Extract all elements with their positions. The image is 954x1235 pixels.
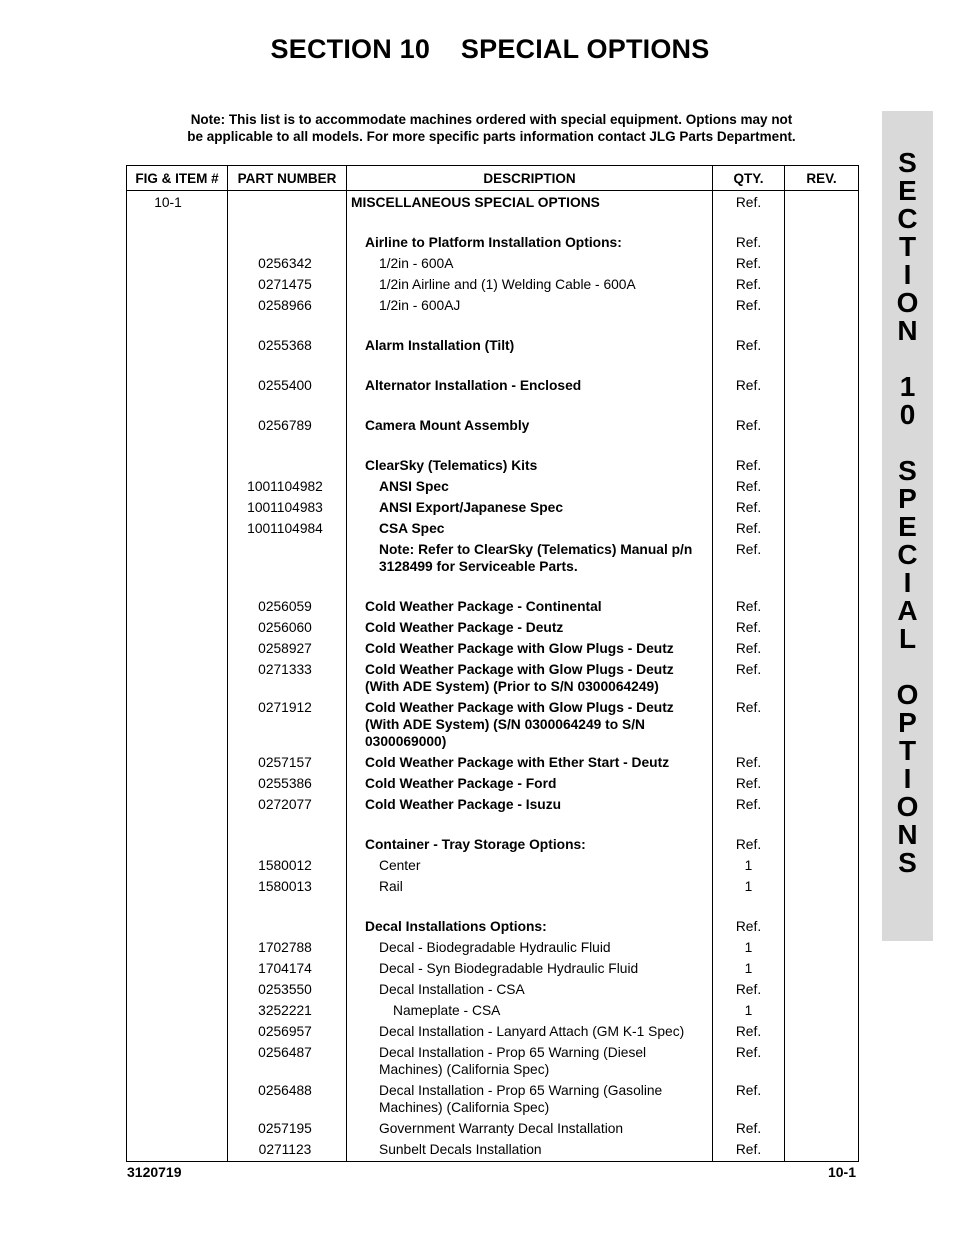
spacer-cell: [228, 815, 347, 834]
spacer-cell: [127, 815, 228, 834]
side-tab-letter: S: [898, 847, 917, 878]
fig-cell: [127, 937, 228, 958]
spacer-cell: [785, 897, 859, 916]
description-cell: Camera Mount Assembly: [347, 415, 713, 436]
part-number-cell: 0258927: [228, 638, 347, 659]
fig-cell: [127, 697, 228, 752]
side-tab-letter: S: [898, 147, 917, 178]
part-number-cell: [228, 232, 347, 253]
part-number-cell: 0255386: [228, 773, 347, 794]
spacer-cell: [127, 316, 228, 335]
page-title: SECTION 10 SPECIAL OPTIONS: [270, 34, 710, 64]
part-number-cell: 1702788: [228, 937, 347, 958]
side-tab-letter: I: [903, 763, 912, 794]
description-cell: 1/2in - 600AJ: [347, 295, 713, 316]
fig-cell: [127, 1118, 228, 1139]
spacer-cell: [127, 436, 228, 455]
rev-cell: [785, 596, 859, 617]
table-row: [127, 596, 859, 617]
spacer-cell: [347, 577, 713, 596]
description-cell: Cold Weather Package with Ether Start - Deutz: [347, 752, 713, 773]
table-row: [127, 855, 859, 876]
description-cell: ANSI Export/Japanese Spec: [347, 497, 713, 518]
table-row: [127, 539, 859, 577]
part-number-cell: 0256060: [228, 617, 347, 638]
description-cell: Decal Installation - Prop 65 Warning (Diesel Machines) (California Spec): [347, 1042, 713, 1080]
spacer-cell: [713, 436, 785, 455]
table-header-row: [127, 166, 859, 191]
table-spacer-row: [127, 436, 859, 455]
rev-cell: [785, 295, 859, 316]
fig-cell: [127, 638, 228, 659]
description-cell: Rail: [347, 876, 713, 897]
rev-cell: [785, 518, 859, 539]
side-tab-letter: T: [898, 735, 917, 766]
rev-cell: [785, 1080, 859, 1118]
part-number-cell: 0256957: [228, 1021, 347, 1042]
rev-cell: [785, 497, 859, 518]
table-row: [127, 979, 859, 1000]
qty-cell: Ref.: [713, 455, 785, 476]
table-row: [127, 876, 859, 897]
qty-cell: Ref.: [713, 191, 785, 214]
table-row: [127, 274, 859, 295]
description-cell: Decal Installation - Lanyard Attach (GM K-1 Spec): [347, 1021, 713, 1042]
part-number-cell: 0256059: [228, 596, 347, 617]
description-cell: Alarm Installation (Tilt): [347, 335, 713, 356]
header-description: DESCRIPTION: [347, 166, 713, 191]
qty-cell: Ref.: [713, 232, 785, 253]
rev-cell: [785, 1118, 859, 1139]
fig-cell: [127, 253, 228, 274]
fig-cell: [127, 958, 228, 979]
rev-cell: [785, 937, 859, 958]
table-row: [127, 1021, 859, 1042]
rev-cell: [785, 916, 859, 937]
description-cell: Decal - Syn Biodegradable Hydraulic Fluid: [347, 958, 713, 979]
description-cell: Decal Installation - Prop 65 Warning (Gasoline Machines) (California Spec): [347, 1080, 713, 1118]
fig-cell: [127, 518, 228, 539]
rev-cell: [785, 1000, 859, 1021]
table-row: [127, 659, 859, 697]
rev-cell: [785, 794, 859, 815]
side-tab-letter: 0: [899, 399, 916, 430]
fig-cell: [127, 659, 228, 697]
part-number-cell: 0255368: [228, 335, 347, 356]
fig-cell: [127, 476, 228, 497]
table-row: [127, 697, 859, 752]
table-row: [127, 415, 859, 436]
fig-cell: 10-1: [127, 191, 228, 214]
spacer-cell: [228, 316, 347, 335]
part-number-cell: [228, 916, 347, 937]
fig-cell: [127, 455, 228, 476]
description-cell: Alternator Installation - Enclosed: [347, 375, 713, 396]
qty-cell: Ref.: [713, 1080, 785, 1118]
qty-cell: Ref.: [713, 295, 785, 316]
spacer-cell: [713, 316, 785, 335]
header-rev: REV.: [785, 166, 859, 191]
fig-cell: [127, 1042, 228, 1080]
note-line-1: Note: This list is to accommodate machines ordered with special equipment. Options may not: [190, 112, 793, 127]
rev-cell: [785, 773, 859, 794]
qty-cell: 1: [713, 1000, 785, 1021]
table-row: [127, 335, 859, 356]
table-row: [127, 617, 859, 638]
fig-cell: [127, 497, 228, 518]
part-number-cell: [228, 455, 347, 476]
description-cell: Government Warranty Decal Installation: [347, 1118, 713, 1139]
part-number-cell: [228, 191, 347, 214]
table-row: [127, 1118, 859, 1139]
spacer-cell: [127, 577, 228, 596]
part-number-cell: 0258966: [228, 295, 347, 316]
table-spacer-row: [127, 316, 859, 335]
rev-cell: [785, 617, 859, 638]
part-number-cell: 0271333: [228, 659, 347, 697]
rev-cell: [785, 1139, 859, 1162]
rev-cell: [785, 539, 859, 577]
description-cell: Decal Installation - CSA: [347, 979, 713, 1000]
fig-cell: [127, 876, 228, 897]
side-tab-letter: [882, 653, 933, 681]
qty-cell: Ref.: [713, 415, 785, 436]
fig-cell: [127, 794, 228, 815]
side-tab-letter: O: [896, 791, 919, 822]
qty-cell: 1: [713, 937, 785, 958]
part-number-cell: 0256487: [228, 1042, 347, 1080]
table-row: [127, 232, 859, 253]
qty-cell: Ref.: [713, 916, 785, 937]
rev-cell: [785, 415, 859, 436]
spacer-cell: [785, 815, 859, 834]
side-tab-letter: E: [898, 511, 917, 542]
table-spacer-row: [127, 213, 859, 232]
rev-cell: [785, 253, 859, 274]
table-row: [127, 937, 859, 958]
table-spacer-row: [127, 897, 859, 916]
side-tab-letter: [882, 345, 933, 373]
qty-cell: Ref.: [713, 638, 785, 659]
side-tab-letter: P: [898, 707, 917, 738]
table-row: [127, 253, 859, 274]
part-number-cell: 0271475: [228, 274, 347, 295]
spacer-cell: [347, 396, 713, 415]
fig-cell: [127, 979, 228, 1000]
side-tab-letter: O: [896, 287, 919, 318]
qty-cell: Ref.: [713, 1118, 785, 1139]
table-row: [127, 518, 859, 539]
section-side-tab: [882, 111, 933, 941]
footer-doc-number: 3120719: [127, 1164, 182, 1180]
rev-cell: [785, 232, 859, 253]
part-number-cell: 0257195: [228, 1118, 347, 1139]
qty-cell: Ref.: [713, 253, 785, 274]
table-row: [127, 1000, 859, 1021]
part-number-cell: 0257157: [228, 752, 347, 773]
spacer-cell: [785, 577, 859, 596]
fig-cell: [127, 335, 228, 356]
spacer-cell: [347, 815, 713, 834]
qty-cell: 1: [713, 855, 785, 876]
side-tab-letter: N: [897, 819, 918, 850]
rev-cell: [785, 638, 859, 659]
spacer-cell: [228, 436, 347, 455]
description-cell: Cold Weather Package - Isuzu: [347, 794, 713, 815]
spacer-cell: [713, 897, 785, 916]
table-row: [127, 958, 859, 979]
part-number-cell: 0256789: [228, 415, 347, 436]
header-qty: QTY.: [713, 166, 785, 191]
fig-cell: [127, 375, 228, 396]
table-row: [127, 295, 859, 316]
qty-cell: Ref.: [713, 596, 785, 617]
table-row: [127, 916, 859, 937]
qty-cell: Ref.: [713, 979, 785, 1000]
spacer-cell: [127, 213, 228, 232]
part-number-cell: 0256342: [228, 253, 347, 274]
spacer-cell: [785, 436, 859, 455]
qty-cell: 1: [713, 876, 785, 897]
description-cell: MISCELLANEOUS SPECIAL OPTIONS: [347, 191, 713, 214]
rev-cell: [785, 979, 859, 1000]
rev-cell: [785, 455, 859, 476]
spacer-cell: [785, 316, 859, 335]
qty-cell: Ref.: [713, 1021, 785, 1042]
description-cell: Cold Weather Package with Glow Plugs - Deutz: [347, 638, 713, 659]
note-line-2: be applicable to all models. For more specific parts information contact JLG Parts Department.: [187, 129, 796, 144]
fig-cell: [127, 274, 228, 295]
qty-cell: Ref.: [713, 274, 785, 295]
part-number-cell: 0271912: [228, 697, 347, 752]
spacer-cell: [713, 815, 785, 834]
rev-cell: [785, 834, 859, 855]
fig-cell: [127, 1021, 228, 1042]
qty-cell: Ref.: [713, 375, 785, 396]
rev-cell: [785, 876, 859, 897]
fig-cell: [127, 596, 228, 617]
table-row: [127, 497, 859, 518]
fig-cell: [127, 415, 228, 436]
fig-cell: [127, 1000, 228, 1021]
rev-cell: [785, 274, 859, 295]
rev-cell: [785, 958, 859, 979]
rev-cell: [785, 335, 859, 356]
description-cell: Center: [347, 855, 713, 876]
fig-cell: [127, 916, 228, 937]
part-number-cell: [228, 834, 347, 855]
spacer-cell: [228, 897, 347, 916]
table-row: [127, 1080, 859, 1118]
spacer-cell: [785, 396, 859, 415]
side-tab-letter: E: [898, 175, 917, 206]
header-part-number: PART NUMBER: [228, 166, 347, 191]
fig-cell: [127, 752, 228, 773]
part-number-cell: 1580013: [228, 876, 347, 897]
table-row: [127, 638, 859, 659]
spacer-cell: [347, 356, 713, 375]
qty-cell: Ref.: [713, 335, 785, 356]
side-tab-text: [882, 149, 933, 877]
spacer-cell: [785, 356, 859, 375]
fig-cell: [127, 773, 228, 794]
table-row: [127, 476, 859, 497]
parts-table-body: [127, 191, 859, 1162]
description-cell: Cold Weather Package - Ford: [347, 773, 713, 794]
part-number-cell: 0255400: [228, 375, 347, 396]
qty-cell: Ref.: [713, 1042, 785, 1080]
fig-cell: [127, 834, 228, 855]
rev-cell: [785, 855, 859, 876]
spacer-cell: [347, 316, 713, 335]
description-cell: Note: Refer to ClearSky (Telematics) Manual p/n 3128499 for Serviceable Parts.: [347, 539, 713, 577]
qty-cell: Ref.: [713, 697, 785, 752]
description-cell: 1/2in Airline and (1) Welding Cable - 600A: [347, 274, 713, 295]
rev-cell: [785, 1021, 859, 1042]
table-spacer-row: [127, 815, 859, 834]
spacer-cell: [127, 396, 228, 415]
side-tab-letter: P: [898, 483, 917, 514]
spacer-cell: [785, 213, 859, 232]
description-cell: 1/2in - 600A: [347, 253, 713, 274]
qty-cell: Ref.: [713, 1139, 785, 1162]
footer-page-number: 10-1: [827, 1164, 856, 1180]
table-spacer-row: [127, 577, 859, 596]
fig-cell: [127, 1080, 228, 1118]
description-cell: Decal Installations Options:: [347, 916, 713, 937]
description-cell: Cold Weather Package - Continental: [347, 596, 713, 617]
part-number-cell: 1580012: [228, 855, 347, 876]
table-row: [127, 1042, 859, 1080]
side-tab-letter: C: [897, 539, 918, 570]
spacer-cell: [347, 213, 713, 232]
part-number-cell: 0253550: [228, 979, 347, 1000]
part-number-cell: 1001104983: [228, 497, 347, 518]
rev-cell: [785, 375, 859, 396]
qty-cell: Ref.: [713, 773, 785, 794]
table-row: [127, 455, 859, 476]
side-tab-letter: O: [896, 679, 919, 710]
spacer-cell: [228, 577, 347, 596]
table-row: [127, 1139, 859, 1162]
spacer-cell: [228, 396, 347, 415]
table-row: [127, 794, 859, 815]
spacer-cell: [713, 396, 785, 415]
qty-cell: Ref.: [713, 476, 785, 497]
rev-cell: [785, 476, 859, 497]
qty-cell: Ref.: [713, 497, 785, 518]
parts-table: [126, 165, 859, 1162]
side-tab-letter: T: [898, 231, 917, 262]
description-cell: ANSI Spec: [347, 476, 713, 497]
fig-cell: [127, 855, 228, 876]
description-cell: Cold Weather Package with Glow Plugs - Deutz (With ADE System) (Prior to S/N 0300064249): [347, 659, 713, 697]
rev-cell: [785, 659, 859, 697]
page-note: [126, 111, 857, 145]
spacer-cell: [713, 356, 785, 375]
part-number-cell: 3252221: [228, 1000, 347, 1021]
description-cell: Airline to Platform Installation Options:: [347, 232, 713, 253]
part-number-cell: 1001104982: [228, 476, 347, 497]
description-cell: Sunbelt Decals Installation: [347, 1139, 713, 1162]
qty-cell: Ref.: [713, 518, 785, 539]
part-number-cell: 0271123: [228, 1139, 347, 1162]
part-number-cell: 1001104984: [228, 518, 347, 539]
spacer-cell: [713, 213, 785, 232]
table-row: [127, 375, 859, 396]
description-cell: CSA Spec: [347, 518, 713, 539]
table-row: [127, 773, 859, 794]
description-cell: Nameplate - CSA: [347, 1000, 713, 1021]
side-tab-letter: L: [898, 623, 917, 654]
part-number-cell: [228, 539, 347, 577]
table-spacer-row: [127, 396, 859, 415]
qty-cell: Ref.: [713, 834, 785, 855]
description-cell: Decal - Biodegradable Hydraulic Fluid: [347, 937, 713, 958]
side-tab-letter: A: [897, 595, 918, 626]
table-row: [127, 752, 859, 773]
spacer-cell: [127, 897, 228, 916]
qty-cell: Ref.: [713, 752, 785, 773]
side-tab-letter: [882, 429, 933, 457]
fig-cell: [127, 295, 228, 316]
qty-cell: Ref.: [713, 794, 785, 815]
part-number-cell: 0272077: [228, 794, 347, 815]
qty-cell: Ref.: [713, 659, 785, 697]
qty-cell: Ref.: [713, 617, 785, 638]
description-cell: ClearSky (Telematics) Kits: [347, 455, 713, 476]
spacer-cell: [347, 897, 713, 916]
side-tab-letter: I: [903, 259, 912, 290]
side-tab-letter: S: [898, 455, 917, 486]
table-row: [127, 191, 859, 214]
description-cell: Cold Weather Package - Deutz: [347, 617, 713, 638]
rev-cell: [785, 752, 859, 773]
fig-cell: [127, 617, 228, 638]
fig-cell: [127, 232, 228, 253]
side-tab-letter: N: [897, 315, 918, 346]
part-number-cell: 0256488: [228, 1080, 347, 1118]
spacer-cell: [228, 356, 347, 375]
rev-cell: [785, 1042, 859, 1080]
description-cell: Cold Weather Package with Glow Plugs - Deutz (With ADE System) (S/N 0300064249 to S/N 0300069000): [347, 697, 713, 752]
qty-cell: 1: [713, 958, 785, 979]
spacer-cell: [713, 577, 785, 596]
qty-cell: Ref.: [713, 539, 785, 577]
description-cell: Container - Tray Storage Options:: [347, 834, 713, 855]
rev-cell: [785, 697, 859, 752]
header-fig-item: FIG & ITEM #: [127, 166, 228, 191]
rev-cell: [785, 191, 859, 214]
table-spacer-row: [127, 356, 859, 375]
spacer-cell: [127, 356, 228, 375]
spacer-cell: [347, 436, 713, 455]
spacer-cell: [228, 213, 347, 232]
side-tab-letter: I: [903, 567, 912, 598]
fig-cell: [127, 1139, 228, 1162]
fig-cell: [127, 539, 228, 577]
side-tab-letter: C: [897, 203, 918, 234]
part-number-cell: 1704174: [228, 958, 347, 979]
side-tab-letter: 1: [899, 371, 916, 402]
table-row: [127, 834, 859, 855]
